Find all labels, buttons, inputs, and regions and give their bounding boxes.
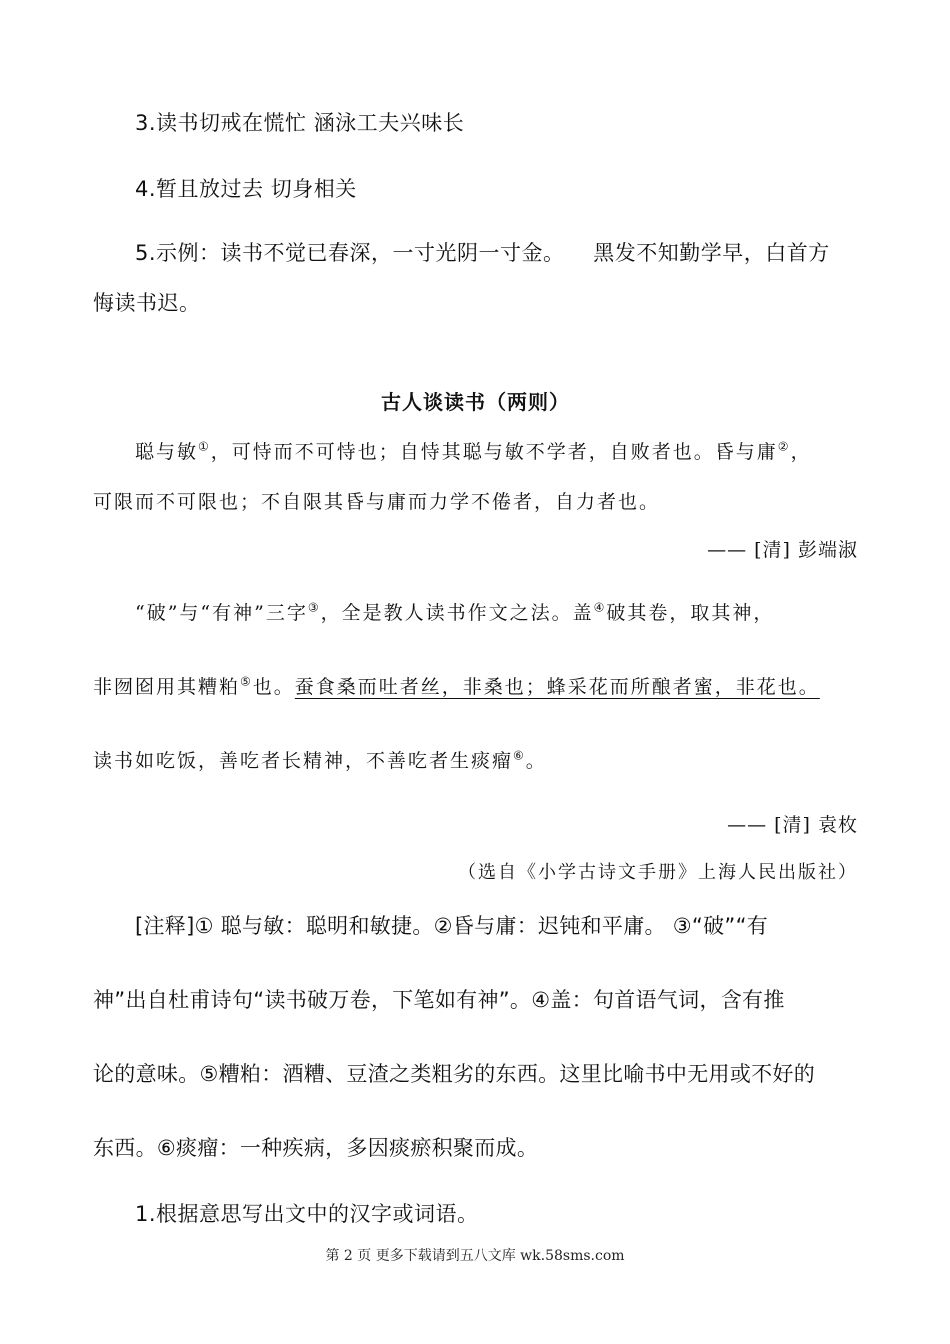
text-span: ，可恃而不可恃也；自恃其聪与敏不学者，自败者也。昏与庸 [210, 441, 778, 463]
passage2-line3 [93, 746, 858, 773]
notes-line4: 东西。⑥痰瘤：一种疾病，多因痰瘀积聚而成。 [93, 1136, 539, 1160]
text-span: ，全是教人读书作文之法。盖 [320, 602, 594, 624]
text-span: 也。 [252, 676, 295, 698]
text-span: 非囫囵用其糟粕 [93, 676, 241, 698]
answer-5-line1: 5.示例：读书不觉已春深，一寸光阴一寸金。 黑发不知勤学早，白首方 [135, 241, 830, 265]
footnote-marker: ② [777, 439, 791, 454]
answer-5-line2: 悔读书迟。 [93, 291, 201, 315]
attribution-yuan: —— [清] 袁枚 [727, 814, 858, 836]
notes-line3: 论的意味。⑤糟粕：酒糟、豆渣之类粗劣的东西。这里比喻书中无用或不好的 [93, 1062, 816, 1086]
attribution-peng: —— [清] 彭端淑 [707, 539, 858, 561]
text-span: 破其卷，取其神， [606, 602, 775, 624]
answer-4: 4.暂且放过去 切身相关 [135, 177, 357, 201]
passage2-line2 [93, 672, 858, 699]
answer-3: 3.读书切戒在慌忙 涵泳工夫兴味长 [135, 111, 465, 135]
notes-line2: 神”出自杜甫诗句“读书破万卷，下笔如有神”。④盖：句首语气词，含有推 [93, 988, 785, 1012]
text-span: 。 [525, 750, 547, 772]
text-span: ， [790, 441, 812, 463]
underlined-sentence: 蚕食桑而吐者丝，非桑也；蜂采花而所酿者蜜，非花也。 [294, 676, 820, 698]
footnote-marker: ① [198, 439, 211, 454]
text-span: 聪与敏 [135, 441, 199, 463]
text-span: 读书如吃饭，善吃者长精神，不善吃者生痰瘤 [93, 750, 514, 772]
passage1-line1 [93, 437, 858, 464]
passage1-line2: 可限而不可限也；不自限其昏与庸而力学不倦者，自力者也。 [93, 491, 661, 513]
footnote-marker: ⑤ [240, 674, 253, 689]
page-footer: 第 2 页 更多下载请到五八文库 wk.58sms.com [325, 1248, 625, 1264]
passage2-line1 [93, 598, 858, 625]
footnote-marker: ⑥ [513, 748, 526, 763]
question-1: 1.根据意思写出文中的汉字或词语。 [135, 1202, 479, 1226]
footnote-marker: ④ [593, 600, 607, 615]
text-span: “破”与“有神”三字 [135, 602, 308, 624]
footnote-marker: ③ [307, 600, 321, 615]
notes-line1: [注释]① 聪与敏：聪明和敏捷。②昏与庸：迟钝和平庸。 ③“破”“有 [135, 914, 769, 938]
source-citation: （选自《小学古诗文手册》上海人民出版社） [458, 862, 858, 883]
passage-title: 古人谈读书（两则） [381, 390, 570, 414]
